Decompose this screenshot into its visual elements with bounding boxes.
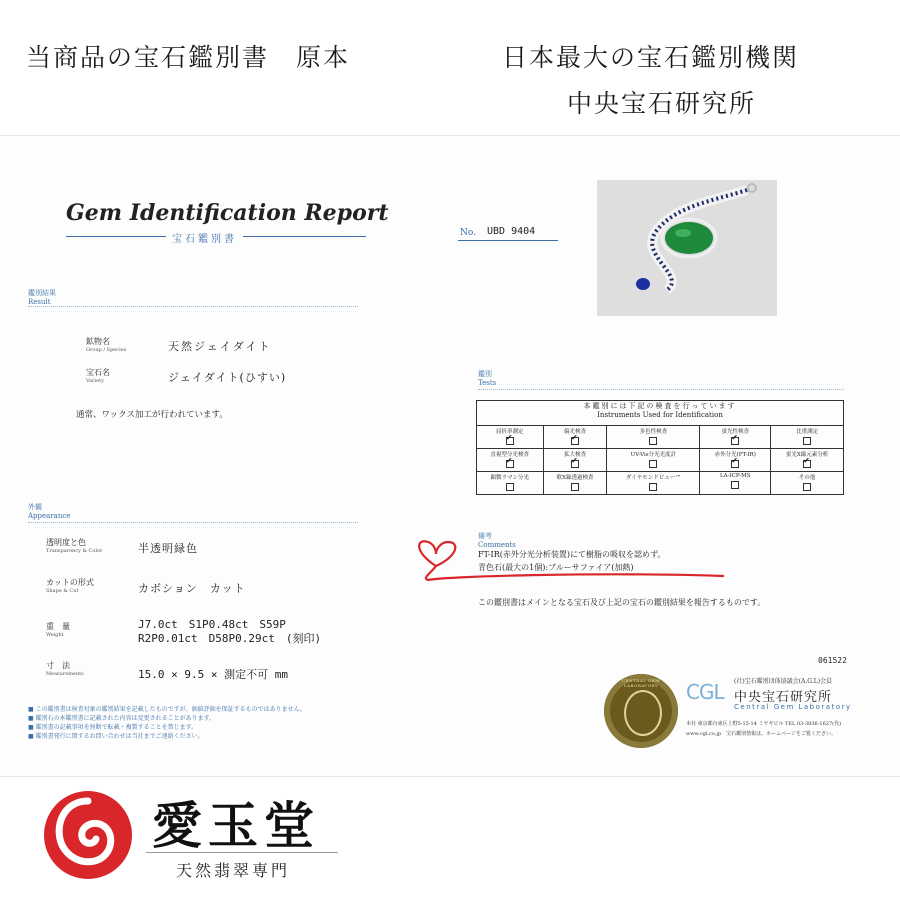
report-no-label: No. bbox=[460, 228, 476, 238]
mineral-label bbox=[86, 337, 126, 355]
variety-label-en: Variety bbox=[86, 378, 104, 384]
instrument-cell bbox=[543, 472, 607, 495]
instrument-name: 直視型分光検査 bbox=[490, 452, 530, 458]
report-no-rule bbox=[458, 240, 558, 241]
cut-label-jp: カットの形式 bbox=[46, 578, 94, 587]
comment-line-1: FT-IR(赤外分光分析装置)にて樹脂の吸収を認めず。 bbox=[478, 550, 666, 559]
weight-value-line1: J7.0ct S1P0.48ct S59P bbox=[138, 618, 286, 631]
tests-label-en: Tests bbox=[478, 379, 497, 387]
instrument-cell bbox=[477, 449, 544, 472]
instrument-cell bbox=[771, 449, 844, 472]
checkbox-unchecked bbox=[649, 437, 657, 445]
checkbox-unchecked bbox=[649, 483, 657, 491]
appearance-rule bbox=[28, 522, 358, 523]
disclaimer-line: ■ 鑑別書の記載事項を無断で転載・複製することを禁じます。 bbox=[28, 724, 198, 731]
weight-label-jp: 重 量 bbox=[46, 622, 70, 631]
header-lab-name: 中央宝石研究所 bbox=[567, 89, 757, 118]
instruments-header-jp: 本鑑別には下記の検査を行っています bbox=[583, 402, 737, 410]
result-rule bbox=[28, 306, 358, 307]
cut-value: カボション カット bbox=[138, 582, 246, 595]
tests-section-label bbox=[478, 370, 496, 388]
instrument-cell bbox=[607, 449, 700, 472]
disclaimer-line: ■ 鑑別石の本鑑別書に記載された内容は変更されることがあります。 bbox=[28, 715, 216, 722]
instrument-name: ダイヤモンドビュー™ bbox=[625, 475, 681, 481]
instrument-name: その他 bbox=[798, 475, 816, 481]
disclaimer-line: ■ 鑑別書発行に関するお問い合わせは当社までご連絡ください。 bbox=[28, 733, 204, 740]
weight-label-en: Weight bbox=[46, 632, 64, 638]
size-label bbox=[46, 661, 84, 679]
lab-association: (社)宝石鑑別団体協議会(A.G.L)会員 bbox=[734, 678, 833, 685]
brand-name: 愛玉堂 bbox=[152, 796, 320, 855]
instruments-table-header bbox=[477, 401, 844, 426]
checkbox-unchecked bbox=[571, 483, 579, 491]
instrument-name: 比重測定 bbox=[796, 429, 819, 435]
appearance-section-label bbox=[28, 503, 70, 521]
cgl-logo: CGL bbox=[686, 680, 724, 704]
disclaimer-block bbox=[28, 704, 358, 740]
mineral-label-en: Group / Species bbox=[86, 347, 127, 353]
lab-seal bbox=[604, 674, 678, 748]
size-label-en: Measurements bbox=[46, 671, 84, 677]
checkbox-checked bbox=[571, 437, 579, 445]
header-original-note: 当商品の宝石鑑別書 原本 bbox=[26, 43, 351, 72]
result-label-jp: 鑑別結果 bbox=[28, 289, 56, 297]
instrument-cell bbox=[700, 449, 771, 472]
instruments-header-en: Instruments Used for Identification bbox=[597, 411, 723, 419]
treatment-note: 通常、ワックス加工が行われています。 bbox=[76, 410, 228, 420]
appearance-label-en: Appearance bbox=[28, 512, 71, 520]
instrument-cell bbox=[543, 449, 607, 472]
lab-name-en: Central Gem Laboratory bbox=[734, 703, 852, 711]
mineral-label-jp: 鉱物名 bbox=[86, 337, 110, 346]
checkbox-checked bbox=[731, 460, 739, 468]
jade-snake-pendant-image bbox=[597, 180, 777, 316]
variety-value: ジェイダイト(ひすい) bbox=[168, 371, 287, 384]
lab-website: www.cgl.co.jp 宝石鑑別情報は、ホームページをご覧ください。 bbox=[686, 731, 836, 737]
checkbox-checked bbox=[803, 460, 811, 468]
instrument-name: 蛍光性検査 bbox=[721, 429, 749, 435]
instrument-cell bbox=[700, 426, 771, 449]
variety-label bbox=[86, 368, 110, 386]
report-no-value: UBD 9404 bbox=[487, 226, 536, 237]
mineral-value: 天然ジェイダイト bbox=[168, 340, 272, 353]
disclaimer-line: ■ この鑑別書は検査対象の鑑別結果を記載したものですが、価値評価を保証するものではありません。 bbox=[28, 706, 306, 713]
cut-label bbox=[46, 578, 94, 596]
checkbox-unchecked bbox=[731, 481, 739, 489]
report-footer-note: この鑑別書はメインとなる宝石及び上記の宝石の鑑別結果を報告するものです。 bbox=[478, 598, 766, 607]
serial-number: 061522 bbox=[818, 656, 847, 665]
instrument-name: UV-Vis分光光度計 bbox=[630, 452, 677, 458]
result-label-en: Result bbox=[28, 298, 51, 306]
report-subtitle: 宝石鑑別書 bbox=[166, 230, 243, 245]
instrument-cell bbox=[477, 426, 544, 449]
checkbox-checked bbox=[506, 437, 514, 445]
checkbox-unchecked bbox=[803, 437, 811, 445]
color-label-en: Transparency & Color bbox=[46, 548, 103, 554]
instrument-name: LA-ICP-MS bbox=[719, 473, 751, 479]
brand-swirl-logo-icon bbox=[38, 785, 138, 885]
brand-tagline: 天然翡翠専門 bbox=[176, 861, 291, 880]
comments-label-jp: 備考 bbox=[478, 532, 492, 540]
result-section-label bbox=[28, 289, 56, 307]
instrument-cell bbox=[607, 426, 700, 449]
instrument-name: 軟X線透過検査 bbox=[556, 475, 594, 481]
header-lab-tagline: 日本最大の宝石鑑別機関 bbox=[502, 43, 800, 72]
comments-label-en: Comments bbox=[478, 541, 516, 549]
instruments-table bbox=[476, 400, 844, 495]
report-title: Gem Identification Report bbox=[66, 200, 389, 226]
instrument-name: 蛍光X線元素分析 bbox=[785, 452, 829, 458]
tests-rule bbox=[478, 389, 844, 390]
instrument-name: 屈折率測定 bbox=[496, 429, 524, 435]
checkbox-unchecked bbox=[506, 483, 514, 491]
checkbox-checked bbox=[731, 437, 739, 445]
instrument-name: 顕微ラマン分光 bbox=[490, 475, 530, 481]
comment-line-2: 青色石(最大の1個):ブルーサファイア(加熱) bbox=[478, 563, 634, 572]
color-value: 半透明緑色 bbox=[138, 542, 198, 555]
appearance-label-jp: 外観 bbox=[28, 503, 42, 511]
instrument-cell bbox=[607, 472, 700, 495]
checkbox-checked bbox=[571, 460, 579, 468]
instrument-cell bbox=[771, 472, 844, 495]
weight-value-line2: R2P0.01ct D58P0.29ct (刻印) bbox=[138, 632, 322, 645]
tests-label-jp: 鑑別 bbox=[478, 370, 492, 378]
instrument-name: 偏光検査 bbox=[563, 429, 586, 435]
instrument-cell bbox=[700, 472, 771, 495]
heart-highlight-icon bbox=[408, 536, 728, 586]
cut-label-en: Shape & Cut bbox=[46, 588, 79, 594]
gem-photo bbox=[597, 180, 777, 316]
weight-label bbox=[46, 622, 70, 640]
instrument-name: 赤外分光(FT-IR) bbox=[714, 452, 756, 458]
checkbox-unchecked bbox=[803, 483, 811, 491]
lab-name-jp: 中央宝石研究所 bbox=[734, 690, 833, 705]
brand-divider bbox=[146, 852, 338, 853]
variety-label-jp: 宝石名 bbox=[86, 368, 110, 377]
instrument-name: 多色性検査 bbox=[639, 429, 668, 435]
instrument-cell bbox=[543, 426, 607, 449]
instrument-cell bbox=[771, 426, 844, 449]
lab-seal-text: CENTRAL GEM LABORATORY bbox=[622, 678, 660, 688]
instrument-name: 拡大検査 bbox=[563, 452, 586, 458]
lab-address: 本社 東京都台東区上野5-15-14 ミヤギビル TEL 03-3836-1627(代) bbox=[686, 721, 842, 727]
checkbox-checked bbox=[506, 460, 514, 468]
instrument-cell bbox=[477, 472, 544, 495]
color-label-jp: 透明度と色 bbox=[46, 538, 86, 547]
size-value: 15.0 × 9.5 × 測定不可 mm bbox=[138, 668, 288, 681]
checkbox-unchecked bbox=[649, 460, 657, 468]
size-label-jp: 寸 法 bbox=[46, 661, 70, 670]
color-label bbox=[46, 538, 102, 556]
